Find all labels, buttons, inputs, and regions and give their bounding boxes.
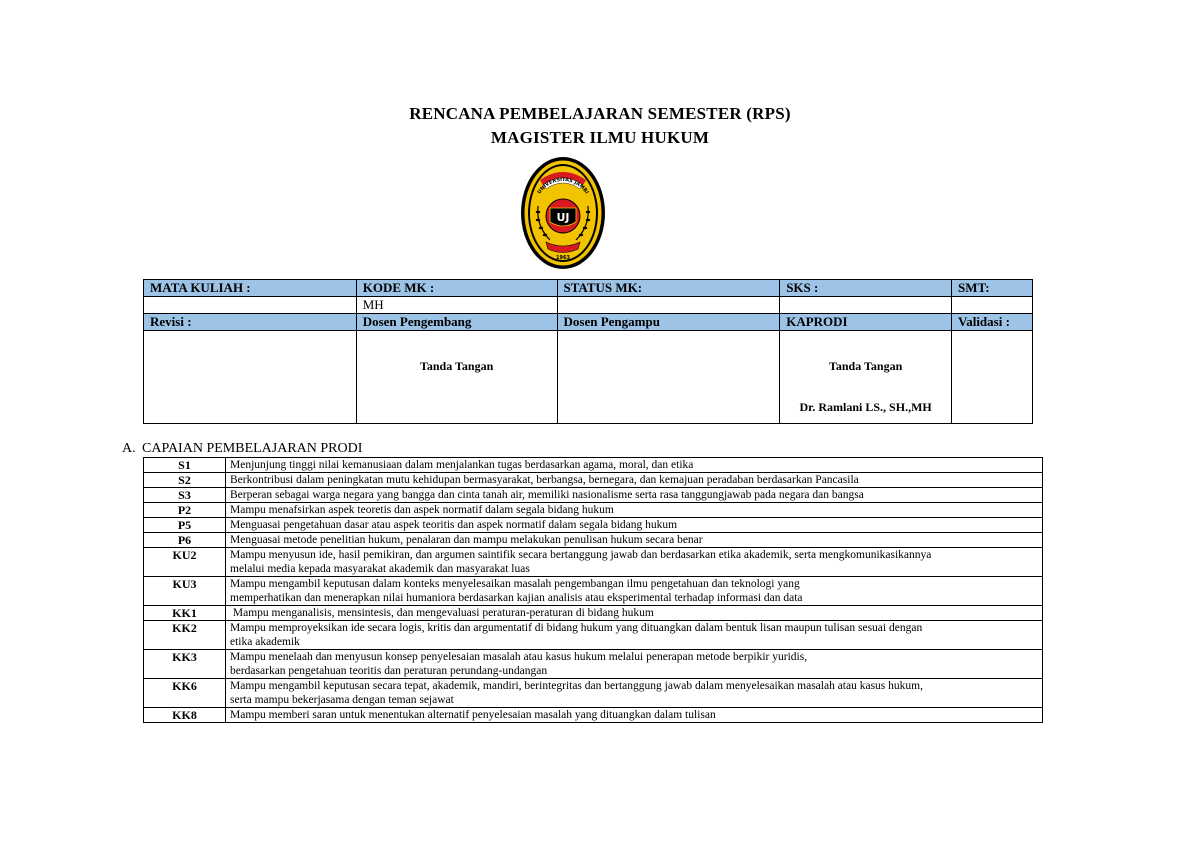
outcome-row [144, 533, 1043, 548]
outcome-description [226, 548, 1043, 577]
outcome-description-line: Mampu memproyeksikan ide secara logis, kritis dan argumentatif di bidang hukum yang dituangkan dalam bentuk lisan maupun tulisan sesuai dengan [230, 622, 923, 634]
signature-label: Tanda Tangan [419, 359, 494, 373]
section-heading [122, 441, 362, 457]
dosen-pengampu-signature-cell [557, 331, 780, 424]
outcome-code: KK1 [144, 606, 226, 621]
university-crest-logo [520, 156, 606, 270]
mata-kuliah-label: MATA KULIAH : [144, 280, 357, 297]
crest-year: 1963 [556, 255, 570, 261]
outcome-row [144, 518, 1043, 533]
outcome-description-line: Berkontribusi dalam peningkatan mutu kehidupan bermasyarakat, berbangsa, bernegara, dan kemajuan peradaban berdasarkan Pancasila [230, 474, 859, 486]
outcome-row [144, 679, 1043, 708]
outcome-description-line: Menguasai pengetahuan dasar atau aspek teoritis dan aspek normatif dalam segala bidang hukum [230, 519, 678, 531]
outcome-description-line: Mampu menyusun ide, hasil pemikiran, dan argumen saintifik secara bertanggung jawab dan berdasarkan etika akademik, serta mengkomunikasikannya [230, 549, 932, 561]
outcome-description [226, 708, 1043, 723]
signature-row [144, 331, 1033, 424]
kode-mk-value: MH [356, 297, 557, 314]
outcome-row [144, 458, 1043, 473]
section-number: A. [122, 441, 136, 456]
outcome-description-line: Mampu mengambil keputusan secara tepat, akademik, mandiri, berintegritas dan bertanggung jawab dalam menyelesaikan masalah atau kasus hukum, [230, 680, 923, 692]
outcome-description-line: memperhatikan dan menerapkan nilai humaniora berdasarkan kajian analisis atau eksperimental terhadap informasi dan data [230, 592, 803, 604]
status-mk-label: STATUS MK: [557, 280, 780, 297]
document-subtitle: MAGISTER ILMU HUKUM [490, 128, 710, 147]
outcome-description-line: Mampu memberi saran untuk menentukan alternatif penyelesaian masalah yang dituangkan dalam tulisan [230, 709, 716, 721]
course-info-values-row [144, 297, 1033, 314]
outcome-code: S2 [144, 473, 226, 488]
outcome-code: P5 [144, 518, 226, 533]
outcome-code: KK6 [144, 679, 226, 708]
outcome-row [144, 548, 1043, 577]
outcome-description [226, 518, 1043, 533]
learning-outcomes-table [143, 457, 1043, 723]
outcome-row [144, 473, 1043, 488]
outcome-row [144, 650, 1043, 679]
crest-letters: UJ [556, 211, 570, 224]
outcome-description [226, 577, 1043, 606]
outcome-code: KK2 [144, 621, 226, 650]
outcome-description [226, 488, 1043, 503]
outcome-description [226, 621, 1043, 650]
outcome-description-line: Menjunjung tinggi nilai kemanusiaan dalam menjalankan tugas berdasarkan agama, moral, dan etika [230, 459, 694, 471]
outcome-description [226, 473, 1043, 488]
kode-mk-label: KODE MK : [356, 280, 557, 297]
document-title: RENCANA PEMBELAJARAN SEMESTER (RPS) [409, 104, 791, 123]
outcome-description-line: Mampu menafsirkan aspek teoretis dan aspek normatif dalam segala bidang hukum [230, 504, 614, 516]
kaprodi-name: Dr. Ramlani LS., SH.,MH [799, 400, 932, 414]
outcome-description [226, 650, 1043, 679]
dosen-pengampu-label: Dosen Pengampu [557, 314, 780, 331]
outcome-code: S3 [144, 488, 226, 503]
revisi-cell [144, 331, 357, 424]
outcome-row [144, 606, 1043, 621]
outcome-description-line: serta mampu bekerjasama dengan teman sejawat [230, 694, 454, 706]
outcome-code: P6 [144, 533, 226, 548]
kaprodi-signature-cell [780, 331, 952, 424]
outcome-description [226, 679, 1043, 708]
outcome-code: KK3 [144, 650, 226, 679]
dosen-pengembang-signature-cell [356, 331, 557, 424]
smt-value [952, 297, 1033, 314]
section-title: CAPAIAN PEMBELAJARAN PRODI [142, 441, 363, 456]
dosen-pengembang-label: Dosen Pengembang [356, 314, 557, 331]
outcome-code: KU2 [144, 548, 226, 577]
course-info-table [143, 279, 1033, 424]
outcome-code: KU3 [144, 577, 226, 606]
outcome-row [144, 503, 1043, 518]
outcome-row [144, 621, 1043, 650]
smt-label: SMT: [952, 280, 1033, 297]
sks-value [780, 297, 952, 314]
course-info-header-row [144, 280, 1033, 297]
outcome-description-line: Mampu menelaah dan menyusun konsep penyelesaian masalah atau kasus hukum melalui penerapan metode berpikir yuridis, [230, 651, 808, 663]
outcome-description-line: Mampu mengambil keputusan dalam konteks menyelesaikan masalah pengembangan ilmu pengetahuan dan teknologi yang [230, 578, 800, 590]
outcome-code: S1 [144, 458, 226, 473]
outcome-description [226, 503, 1043, 518]
outcome-row [144, 708, 1043, 723]
outcome-code: KK8 [144, 708, 226, 723]
outcome-description-line: Berperan sebagai warga negara yang bangga dan cinta tanah air, memiliki nasionalisme serta rasa tanggungjawab pada negara dan bangsa [230, 489, 864, 501]
outcome-description-line: etika akademik [230, 636, 300, 648]
validasi-label: Validasi : [952, 314, 1033, 331]
outcome-row [144, 488, 1043, 503]
outcome-description-line: Mampu menganalisis, mensintesis, dan mengevaluasi peraturan-peraturan di bidang hukum [230, 607, 654, 619]
outcome-description [226, 606, 1043, 621]
outcome-description-line: Menguasai metode penelitian hukum, penalaran dan mampu melakukan penulisan hukum secara benar [230, 534, 703, 546]
outcome-row [144, 577, 1043, 606]
signature-label: Tanda Tangan [828, 359, 903, 373]
sks-label: SKS : [780, 280, 952, 297]
validasi-cell [952, 331, 1033, 424]
mata-kuliah-value [144, 297, 357, 314]
outcome-description [226, 533, 1043, 548]
outcome-code: P2 [144, 503, 226, 518]
outcome-description-line: melalui media kepada masyarakat akademik dan masyarakat luas [230, 563, 530, 575]
revisi-label: Revisi : [144, 314, 357, 331]
status-mk-value [557, 297, 780, 314]
outcome-description-line: berdasarkan pengetahuan teoritis dan peraturan perundang-undangan [230, 665, 548, 677]
kaprodi-label: KAPRODI [780, 314, 952, 331]
crest-top-text: UNIVERSITAS JAMBI [536, 176, 590, 196]
outcome-description [226, 458, 1043, 473]
approval-header-row [144, 314, 1033, 331]
